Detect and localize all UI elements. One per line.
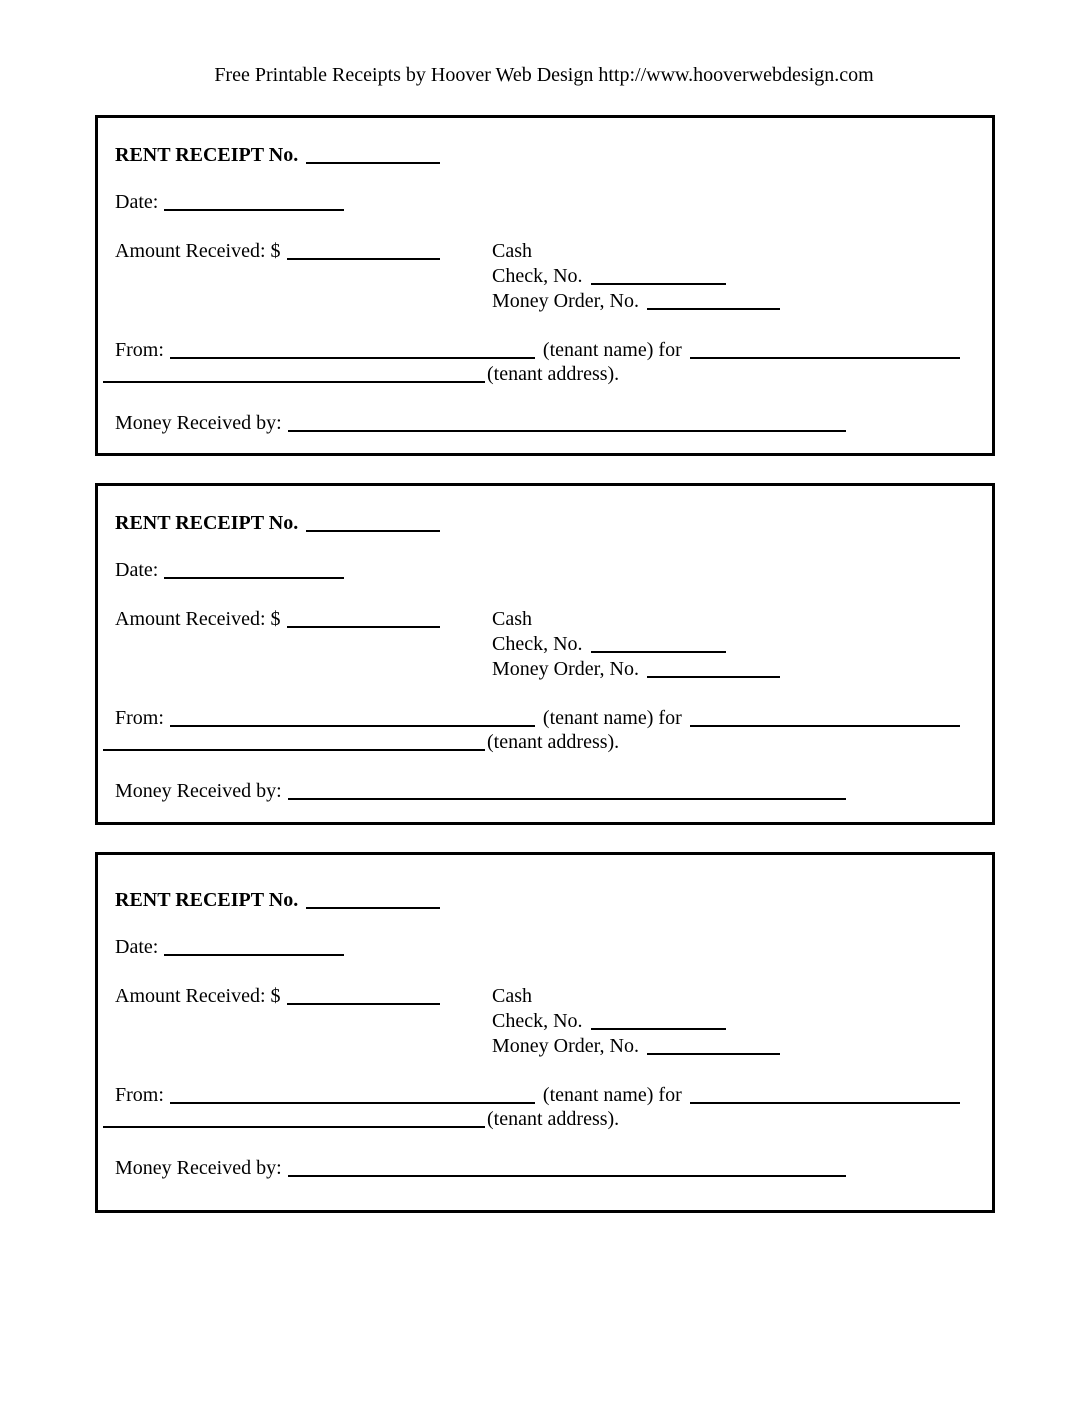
check-row <box>492 632 726 657</box>
rent-for-line <box>690 710 960 727</box>
money-order-row <box>492 657 780 682</box>
amount-label: Amount Received: $ <box>115 608 281 630</box>
document-header: Free Printable Receipts by Hoover Web Design http://www.hooverwebdesign.com <box>214 64 874 86</box>
receipt-title: RENT RECEIPT No. <box>115 144 299 166</box>
receipt-block <box>95 115 995 456</box>
money-order-label: Money Order, No. <box>492 658 639 680</box>
date-row <box>115 558 344 583</box>
received-by-row <box>115 1156 846 1181</box>
date-label: Date: <box>115 191 159 213</box>
receipt-title-row <box>115 888 440 913</box>
received-by-label: Money Received by: <box>115 780 282 802</box>
tenant-address-line <box>103 734 485 751</box>
date-row <box>115 190 344 215</box>
received-by-row <box>115 411 846 436</box>
tenant-address-note: (tenant address). <box>487 363 620 385</box>
receipt-block <box>95 852 995 1213</box>
check-number-line <box>591 636 726 653</box>
amount-label: Amount Received: $ <box>115 985 281 1007</box>
check-row <box>492 1009 726 1034</box>
from-row <box>115 338 960 363</box>
amount-row <box>115 239 440 264</box>
cash-option: Cash <box>492 608 532 630</box>
from-label: From: <box>115 1084 164 1106</box>
amount-line <box>287 243 440 260</box>
tenant-address-note: (tenant address). <box>487 731 620 753</box>
received-by-line <box>288 783 846 800</box>
rent-for-line <box>690 1087 960 1104</box>
amount-label: Amount Received: $ <box>115 240 281 262</box>
tenant-name-line <box>170 1087 535 1104</box>
tenant-address-line <box>103 1111 485 1128</box>
cash-option: Cash <box>492 240 532 262</box>
cash-option: Cash <box>492 985 532 1007</box>
money-order-label: Money Order, No. <box>492 290 639 312</box>
amount-line <box>287 611 440 628</box>
check-label: Check, No. <box>492 1010 583 1032</box>
check-number-line <box>591 1013 726 1030</box>
from-row <box>115 706 960 731</box>
tenant-name-note: (tenant name) for <box>542 339 682 361</box>
money-order-label: Money Order, No. <box>492 1035 639 1057</box>
check-number-line <box>591 268 726 285</box>
receipt-block <box>95 483 995 825</box>
receipt-title-row <box>115 143 440 168</box>
date-label: Date: <box>115 559 159 581</box>
tenant-address-row <box>103 730 619 755</box>
date-line <box>164 194 344 211</box>
date-row <box>115 935 344 960</box>
from-row <box>115 1083 960 1108</box>
receipt-title-row <box>115 511 440 536</box>
rent-for-line <box>690 342 960 359</box>
from-label: From: <box>115 707 164 729</box>
tenant-name-line <box>170 710 535 727</box>
tenant-address-row <box>103 362 619 387</box>
received-by-line <box>288 1160 846 1177</box>
amount-row <box>115 607 440 632</box>
from-label: From: <box>115 339 164 361</box>
received-by-label: Money Received by: <box>115 1157 282 1179</box>
check-row <box>492 264 726 289</box>
receipt-number-line <box>306 515 440 532</box>
check-label: Check, No. <box>492 633 583 655</box>
check-label: Check, No. <box>492 265 583 287</box>
receipt-number-line <box>306 147 440 164</box>
tenant-address-line <box>103 366 485 383</box>
money-order-row <box>492 1034 780 1059</box>
money-order-number-line <box>647 1038 780 1055</box>
received-by-row <box>115 779 846 804</box>
tenant-name-note: (tenant name) for <box>542 707 682 729</box>
receipt-title: RENT RECEIPT No. <box>115 889 299 911</box>
tenant-name-line <box>170 342 535 359</box>
date-label: Date: <box>115 936 159 958</box>
tenant-address-note: (tenant address). <box>487 1108 620 1130</box>
date-line <box>164 562 344 579</box>
tenant-address-row <box>103 1107 619 1132</box>
money-order-number-line <box>647 661 780 678</box>
received-by-line <box>288 415 846 432</box>
received-by-label: Money Received by: <box>115 412 282 434</box>
amount-line <box>287 988 440 1005</box>
amount-row <box>115 984 440 1009</box>
receipt-number-line <box>306 892 440 909</box>
date-line <box>164 939 344 956</box>
money-order-number-line <box>647 293 780 310</box>
tenant-name-note: (tenant name) for <box>542 1084 682 1106</box>
receipt-title: RENT RECEIPT No. <box>115 512 299 534</box>
money-order-row <box>492 289 780 314</box>
